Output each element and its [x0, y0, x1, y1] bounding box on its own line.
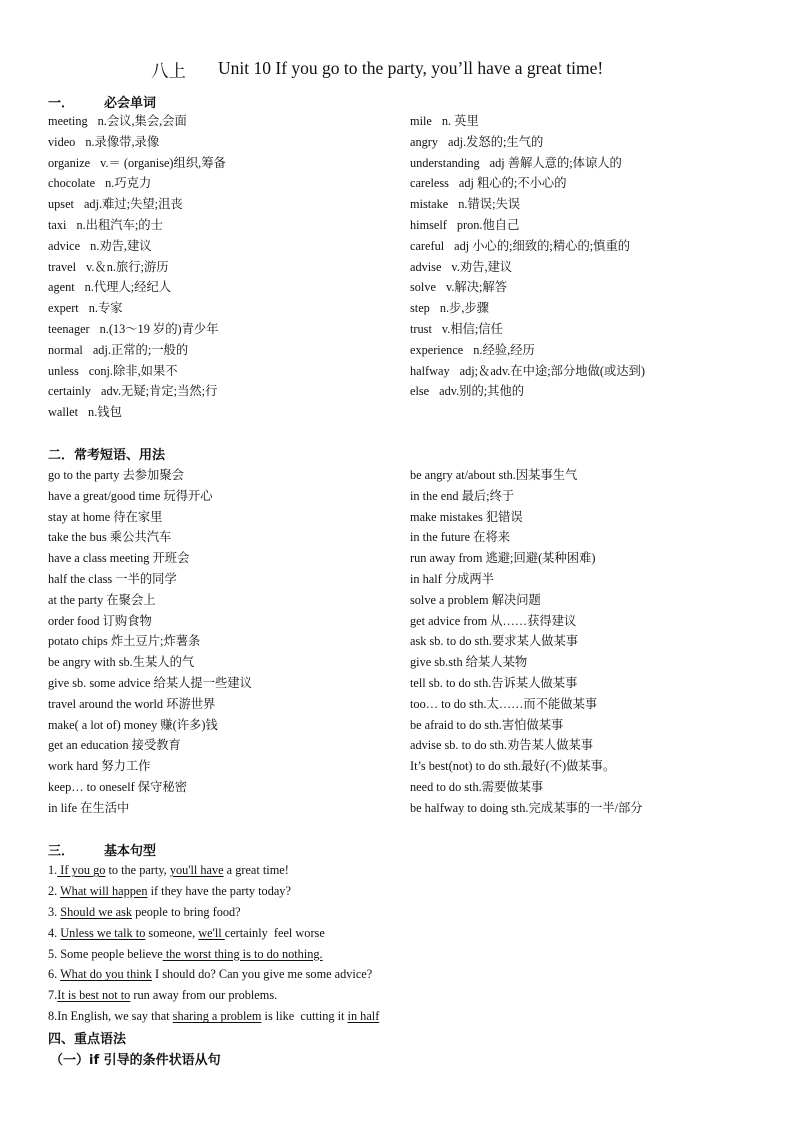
vocab-item — [48, 153, 226, 174]
vocab-meaning: n.出租汽车;的士 — [76, 217, 163, 232]
sentence-item — [48, 860, 379, 881]
vocab-word: expert — [48, 301, 79, 316]
phrase-item: travel around the world 环游世界 — [48, 696, 216, 711]
sentence-text: is like cutting it — [261, 1009, 348, 1024]
vocab-item — [410, 236, 645, 257]
sentence-item — [48, 881, 379, 902]
vocab-word: trust — [410, 321, 432, 336]
vocab-meaning: adj.发怒的;生气的 — [448, 134, 544, 149]
phrase-item: be afraid to do sth.害怕做某事 — [410, 717, 564, 732]
sentence-item — [48, 923, 379, 944]
vocab-meaning: n.劝告,建议 — [90, 238, 152, 253]
sentence-item — [48, 964, 379, 985]
sentence-text: 5. Some people believe — [48, 946, 163, 961]
vocab-meaning: v.＆n.旅行;游历 — [86, 259, 169, 274]
vocab-item — [48, 194, 226, 215]
phrase-item: solve a problem 解决问题 — [410, 592, 541, 607]
phrase-item: have a class meeting 开班会 — [48, 551, 190, 566]
key-phrase: It is best not to — [57, 988, 131, 1003]
vocab-item — [48, 111, 226, 132]
vocab-word: unless — [48, 363, 79, 378]
vocab-word: careless — [410, 176, 449, 191]
phrase-item: potato chips 炸土豆片;炸薯条 — [48, 634, 201, 649]
sentence-list — [48, 860, 379, 1027]
phrase-item: get an education 接受教育 — [48, 738, 181, 753]
key-phrase: sharing a problem — [172, 1009, 262, 1024]
vocab-meaning: adj;＆adv.在中途;部分地做(或达到) — [459, 363, 645, 378]
sentence-text: 1. — [48, 863, 58, 877]
vocab-word: travel — [48, 259, 76, 274]
vocab-item — [48, 257, 226, 278]
phrase-item: be angry at/about sth.因某事生气 — [410, 468, 578, 482]
section-heading-grammar: 四、重点语法 — [48, 1032, 127, 1047]
phrase-item: make( a lot of) money 赚(许多)钱 — [48, 717, 218, 732]
sentence-text: to the party, — [105, 863, 170, 877]
phrase-item: too… to do sth.太……而不能做某事 — [410, 696, 598, 711]
section-heading-sentences — [48, 840, 156, 859]
vocab-item — [48, 277, 226, 298]
vocab-item — [48, 402, 226, 423]
phrase-item: in life 在生活中 — [48, 800, 130, 815]
sentence-item — [48, 1006, 379, 1027]
vocab-meaning: n.错误;失误 — [458, 197, 521, 212]
phrase-item: in the end 最后;终于 — [410, 488, 515, 503]
vocab-word: chocolate — [48, 176, 96, 191]
vocab-word: video — [48, 134, 76, 149]
vocab-item — [48, 215, 226, 236]
vocab-meaning: conj.除非,如果不 — [88, 363, 178, 378]
phrase-item: order food 订购食物 — [48, 613, 152, 628]
sentence-text: run away from our problems. — [130, 988, 278, 1003]
vocab-meaning: n. 英里 — [441, 114, 479, 128]
vocab-item — [410, 257, 645, 278]
vocab-word: teenager — [48, 321, 90, 336]
vocab-meaning: adj 粗心的;不小心的 — [458, 176, 567, 191]
vocab-word: else — [410, 384, 430, 399]
vocab-meaning: n.会议,集会,会面 — [97, 114, 187, 128]
phrase-item: give sb. some advice 给某人提一些建议 — [48, 675, 252, 690]
phrase-item: in half 分成两半 — [410, 571, 495, 586]
vocab-item — [410, 361, 645, 382]
phrase-item: get advice from 从……获得建议 — [410, 613, 577, 628]
key-phrase: Unless we talk to — [60, 925, 146, 940]
phrase-item: work hard 努力工作 — [48, 759, 151, 774]
phrase-item: tell sb. to do sth.告诉某人做某事 — [410, 675, 578, 690]
vocab-word: solve — [410, 280, 436, 295]
key-phrase: Should we ask — [60, 904, 133, 919]
vocab-item — [410, 277, 645, 298]
sentence-item — [48, 944, 379, 965]
section-label: 必会单词 — [104, 96, 157, 111]
phrase-item: have a great/good time 玩得开心 — [48, 488, 213, 503]
title-grade: 八上 — [151, 61, 186, 81]
vocab-meaning: v.相信;信任 — [441, 321, 503, 336]
key-phrase: If you go — [57, 863, 106, 877]
section-label: 常考短语、用法 — [74, 448, 166, 463]
section-number: 三． — [48, 844, 75, 859]
vocab-column-right — [410, 111, 645, 402]
vocab-item — [48, 132, 226, 153]
vocab-item — [410, 111, 645, 132]
sentence-text: 6. — [48, 967, 61, 982]
vocab-item — [410, 173, 645, 194]
vocab-word: halfway — [410, 363, 450, 378]
vocab-meaning: n.录像带,录像 — [85, 134, 160, 149]
vocab-meaning: v.解决;解答 — [445, 280, 507, 295]
vocab-meaning: n.巧克力 — [105, 176, 152, 191]
phrase-item: keep… to oneself 保守秘密 — [48, 779, 187, 794]
vocab-word: organize — [48, 155, 91, 170]
vocab-word: careful — [410, 238, 445, 253]
phrase-item: stay at home 待在家里 — [48, 509, 163, 524]
section-heading-phrases — [48, 444, 165, 463]
vocab-word: himself — [410, 217, 447, 232]
vocab-meaning: pron.他自己 — [456, 217, 520, 232]
vocab-word: upset — [48, 197, 74, 212]
key-phrase: we'll — [198, 925, 225, 940]
vocab-item — [410, 215, 645, 236]
vocab-word: wallet — [48, 405, 79, 420]
sentence-text: someone, — [145, 925, 199, 940]
phrase-item: be halfway to doing sth.完成某事的一半/部分 — [410, 800, 643, 815]
vocab-item — [48, 340, 226, 361]
vocab-meaning: v.＝ (organise)组织,筹备 — [100, 155, 226, 170]
key-phrase: What will happen — [60, 883, 148, 898]
key-phrase: in half — [347, 1009, 380, 1024]
phrase-item: in the future 在将来 — [410, 530, 511, 545]
vocab-item — [48, 298, 226, 319]
vocab-meaning: v.劝告,建议 — [451, 259, 513, 274]
vocab-meaning: n.钱包 — [88, 405, 122, 420]
vocab-meaning: adv.别的;其他的 — [439, 384, 525, 399]
phrase-item: take the bus 乘公共汽车 — [48, 530, 172, 545]
sentence-text: if they have the party today? — [147, 883, 291, 898]
subsection-heading-if-clause: （一）if 引导的条件状语从句 — [50, 1053, 221, 1068]
vocab-word: understanding — [410, 155, 480, 170]
phrase-item: be angry with sb.生某人的气 — [48, 655, 195, 670]
phrase-column-left — [48, 465, 252, 819]
vocab-item — [410, 319, 645, 340]
vocab-item — [410, 381, 645, 402]
section-number: 二． — [48, 448, 75, 463]
phrase-item: need to do sth.需要做某事 — [410, 779, 544, 794]
vocab-meaning: n.步,步骤 — [439, 301, 490, 316]
vocab-word: angry — [410, 134, 438, 149]
phrase-item: make mistakes 犯错误 — [410, 509, 523, 524]
sentence-text: 8.In English, we say that — [48, 1009, 173, 1024]
vocab-word: meeting — [48, 114, 88, 128]
vocab-word: certainly — [48, 384, 92, 399]
vocab-column-left — [48, 111, 226, 423]
vocab-item — [48, 236, 226, 257]
vocab-item — [410, 132, 645, 153]
sentence-text: I should do? Can you give me some advice? — [151, 967, 373, 982]
sentence-item — [48, 985, 379, 1006]
vocab-meaning: adj 小心的;细致的;精心的;慎重的 — [454, 238, 631, 253]
section-number: 一． — [48, 96, 75, 111]
phrase-item: It’s best(not) to do sth.最好(不)做某事。 — [410, 759, 616, 774]
vocab-word: step — [410, 301, 430, 316]
vocab-item — [410, 153, 645, 174]
vocab-meaning: adj.正常的;一般的 — [92, 342, 189, 357]
vocab-word: normal — [48, 342, 83, 357]
phrase-item: half the class 一半的同学 — [48, 571, 177, 586]
vocab-meaning: adj.难过;失望;沮丧 — [83, 197, 183, 212]
vocab-word: experience — [410, 342, 464, 357]
vocab-meaning: n.专家 — [88, 301, 123, 316]
vocab-item — [48, 361, 226, 382]
vocab-item — [410, 340, 645, 361]
sentence-text: certainly feel worse — [224, 925, 325, 940]
phrase-column-right — [410, 465, 643, 819]
vocab-word: mile — [410, 114, 432, 128]
sentence-text: 7. — [48, 988, 58, 1003]
sentence-text: a great time! — [223, 863, 289, 877]
vocab-meaning: adj 善解人意的;体谅人的 — [489, 155, 622, 170]
phrase-item: at the party 在聚会上 — [48, 592, 156, 607]
title-unit: Unit 10 If you go to the party, you’ll have a great time! — [218, 58, 604, 78]
section-heading-vocab — [48, 92, 156, 111]
vocab-word: agent — [48, 280, 75, 295]
vocab-meaning: adv.无疑;肯定;当然;行 — [101, 384, 218, 399]
vocab-item — [48, 173, 226, 194]
vocab-item — [410, 298, 645, 319]
vocab-meaning: n.(13～19 岁的)青少年 — [99, 321, 219, 336]
sentence-text: 2. — [48, 883, 61, 898]
vocab-word: taxi — [48, 217, 67, 232]
phrase-item: go to the party 去参加聚会 — [48, 468, 184, 482]
vocab-word: advise — [410, 259, 442, 274]
vocab-word: mistake — [410, 197, 449, 212]
phrase-item: give sb.sth 给某人某物 — [410, 655, 528, 670]
key-phrase: the worst thing is to do nothing. — [162, 946, 323, 961]
vocab-meaning: n.代理人;经纪人 — [84, 280, 172, 295]
vocab-word: advice — [48, 238, 81, 253]
key-phrase: you'll have — [169, 863, 224, 877]
phrase-item: advise sb. to do sth.劝告某人做某事 — [410, 738, 594, 753]
key-phrase: What do you think — [60, 967, 152, 982]
vocab-item — [48, 381, 226, 402]
section-label: 基本句型 — [104, 844, 157, 859]
vocab-item — [48, 319, 226, 340]
sentence-text: 4. — [48, 925, 61, 940]
sentence-text: people to bring food? — [132, 904, 241, 919]
sentence-text: 3. — [48, 904, 61, 919]
vocab-item — [410, 194, 645, 215]
vocab-meaning: n.经验,经历 — [473, 342, 535, 357]
sentence-item — [48, 902, 379, 923]
phrase-item: run away from 逃避;回避(某种困难) — [410, 551, 596, 566]
phrase-item: ask sb. to do sth.要求某人做某事 — [410, 634, 579, 649]
